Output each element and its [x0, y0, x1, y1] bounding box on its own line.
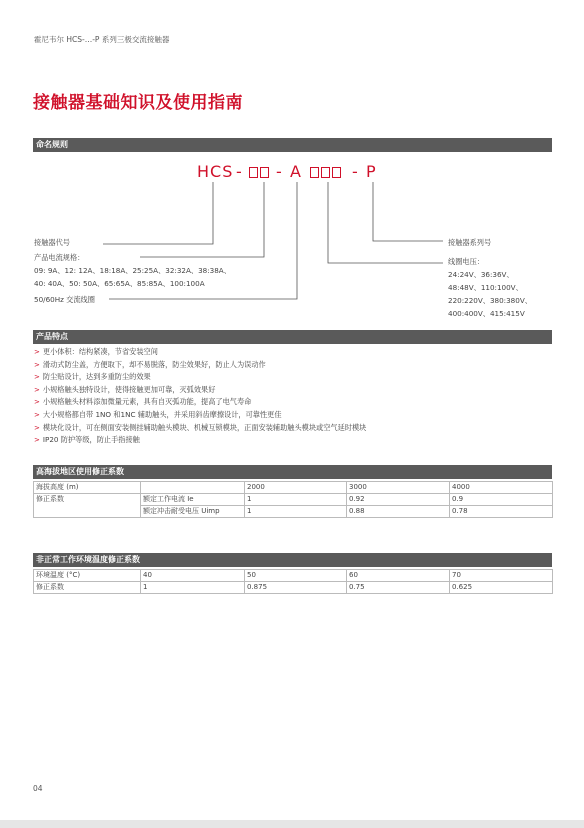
- section-bar-temperature: 非正常工作环境温度修正系数: [33, 553, 552, 567]
- chevron-right-icon: >: [34, 410, 40, 419]
- label-current-values-1: 09: 9A、12: 12A、18:18A、25:25A、32:32A、38:38A、: [34, 266, 231, 275]
- chevron-right-icon: >: [34, 385, 40, 394]
- label-current-spec: 产品电流规格：: [34, 253, 85, 262]
- page-number: 04: [33, 784, 43, 793]
- chevron-right-icon: >: [34, 398, 40, 407]
- list-item: > 大小规格都自带 1NO 和1NC 辅助触头，并采用斜齿摩擦设计，可靠性更佳: [34, 409, 282, 419]
- chevron-right-icon: >: [34, 423, 40, 432]
- table-row: 环境温度 (°C) 40 50 60 70: [34, 570, 553, 582]
- list-item: > 小规格触头独特设计，使得接触更加可靠，灭弧效果好: [34, 384, 216, 394]
- page-title: 接触器基础知识及使用指南: [33, 93, 243, 113]
- label-coil: 50/60Hz 交流线圈: [34, 295, 95, 304]
- chevron-right-icon: >: [34, 348, 40, 356]
- document-header: 霍尼韦尔 HCS-…-P 系列三极交流接触器: [34, 35, 170, 44]
- chevron-right-icon: >: [34, 360, 40, 369]
- section-bar-altitude: 高海拔地区使用修正系数: [33, 465, 552, 479]
- altitude-table: [33, 481, 553, 518]
- table-row: 海拔高度 (m) 2000 3000 4000: [34, 482, 553, 494]
- footer-strip: [0, 820, 584, 828]
- label-series: 接触器系列号: [448, 238, 492, 247]
- list-item: > 防尘贴设计，达到多重防尘的效果: [34, 372, 151, 382]
- list-item: > 模块化设计，可在侧面安装侧挂辅助触头模块、机械互锁模块，正面安装辅助触头模块或空气延时模块: [34, 422, 367, 432]
- label-current-values-2: 40: 40A、50: 50A、65:65A、85:85A、100:100A: [34, 279, 205, 288]
- label-voltage-4: 400:400V、415:415V: [448, 309, 525, 318]
- chevron-right-icon: >: [34, 373, 40, 382]
- code-dash: -: [352, 162, 359, 181]
- code-letter-a: A: [290, 162, 302, 181]
- section-bar-naming: 命名规则: [33, 138, 552, 152]
- code-dash: -: [276, 162, 283, 181]
- code-suffix-p: P: [366, 162, 377, 181]
- feature-list: [34, 346, 366, 447]
- list-item: > 小规格触头材料添加微量元素，具有自灭弧功能，提高了电气寿命: [34, 397, 252, 407]
- label-voltage-title: 线圈电压：: [448, 257, 484, 266]
- section-bar-features: 产品特点: [33, 330, 552, 344]
- code-dash: -: [236, 162, 243, 181]
- table-row: 额定冲击耐受电压 Uimp 1 0.88 0.78: [34, 506, 553, 518]
- list-item: > 滑动式防尘盖，方便取下，却不易脱落，防尘效果好，防止人为误动作: [34, 359, 266, 369]
- label-voltage-1: 24:24V、36:36V、: [448, 270, 514, 279]
- temperature-table: [33, 569, 553, 594]
- table-row: 修正系数 1 0.875 0.75 0.625: [34, 582, 553, 594]
- label-voltage-3: 220:220V、380:380V、: [448, 296, 532, 305]
- chevron-right-icon: >: [34, 436, 40, 445]
- code-prefix: HCS: [197, 162, 234, 181]
- list-item: > IP20 防护等级，防止手指接触: [34, 435, 140, 445]
- label-contactor-code: 接触器代号: [34, 238, 70, 247]
- table-row: 修正系数 额定工作电流 Ie 1 0.92 0.9: [34, 494, 553, 506]
- label-voltage-2: 48:48V、110:100V、: [448, 283, 523, 292]
- list-item: > 更小体积：结构紧凑，节省安装空间: [34, 347, 158, 356]
